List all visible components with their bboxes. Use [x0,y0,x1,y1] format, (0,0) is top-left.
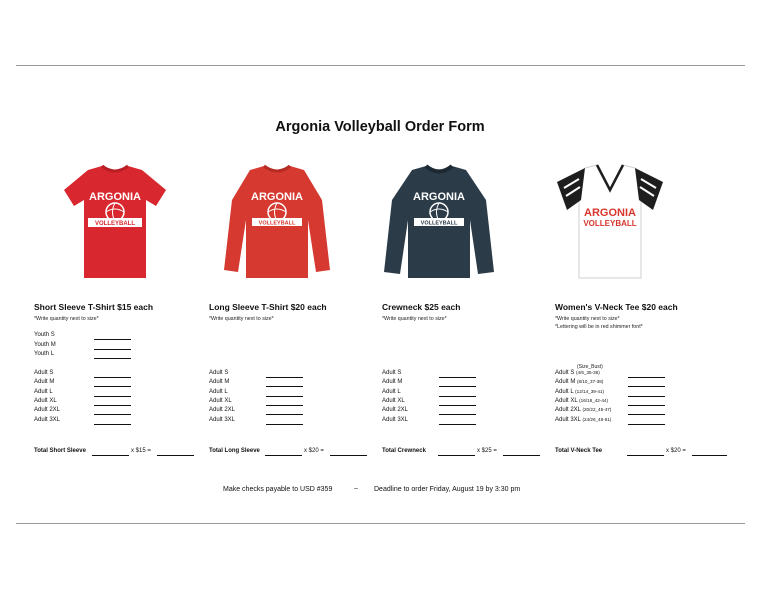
quantity-line[interactable] [439,386,476,387]
product-crewneck [382,160,552,454]
size-row-youth-m: Youth M [34,342,174,351]
size-row-adult-xl: Adult XL [34,398,174,407]
shirt-sub-text: VOLLEYBALL [583,219,637,228]
total-row [382,448,497,454]
size-row-adult-xl: Adult XL [209,398,349,407]
size-row-adult-3xl: Adult 3XL [382,417,522,426]
shirt-brand-text: ARGONIA [584,207,636,219]
product-note-lettering: *Lettering will be in red shimmer font* [555,324,643,330]
size-row-adult-3xl: Adult 3XL [34,417,174,426]
product-note: *Write quantity next to size* [209,316,274,322]
size-row-adult-m: Adult M (8/10_37-38) [555,379,695,388]
quantity-line[interactable] [94,377,131,378]
total-row [34,448,151,454]
quantity-line[interactable] [439,424,476,425]
size-bust-header: (Size_Bust) [577,364,603,370]
product-short-sleeve [34,160,204,454]
size-row-adult-2xl: Adult 2XL [382,407,522,416]
quantity-line[interactable] [628,396,665,397]
quantity-line[interactable] [628,405,665,406]
total-label: Total V-Neck Tee [555,448,603,454]
quantity-line[interactable] [439,377,476,378]
size-row-adult-l: Adult L (12/14_39-41) [555,389,695,398]
quantity-line[interactable] [628,377,665,378]
quantity-line[interactable] [94,339,131,340]
size-row-adult-2xl: Adult 2XL (20/22_45-47) [555,407,695,416]
quantity-line[interactable] [628,386,665,387]
quantity-line[interactable] [628,414,665,415]
quantity-line[interactable] [94,405,131,406]
quantity-line[interactable] [266,424,303,425]
quantity-line[interactable] [94,349,131,350]
total-amount-line[interactable] [330,455,367,456]
page-title: Argonia Volleyball Order Form [275,119,485,135]
quantity-line[interactable] [94,424,131,425]
quantity-line[interactable] [439,405,476,406]
top-rule [16,65,745,66]
price-multiplier: x $15 = [131,448,151,454]
quantity-line[interactable] [628,424,665,425]
size-row-adult-s: Adult S (4/6_35-36) [555,370,695,379]
product-title: Women's V-Neck Tee $20 each [555,302,678,312]
shirt-sub-text: VOLLEYBALL [258,220,296,227]
shirt-sub-text: VOLLEYBALL [95,221,135,227]
price-multiplier: x $25 = [477,448,497,454]
product-vneck [555,160,725,454]
size-row-adult-xl: Adult XL (16/18_42-44) [555,398,695,407]
quantity-line[interactable] [439,396,476,397]
price-multiplier: x $20 = [304,448,324,454]
size-row-adult-m: Adult M [382,379,522,388]
total-quantity-line[interactable] [627,455,664,456]
total-amount-line[interactable] [692,455,727,456]
total-label: Total Long Sleeve [209,448,260,454]
total-quantity-line[interactable] [265,455,302,456]
total-amount-line[interactable] [503,455,540,456]
shirt-brand-text: ARGONIA [413,191,465,203]
product-title: Long Sleeve T-Shirt $20 each [209,302,327,312]
shirt-brand-text: ARGONIA [251,191,303,203]
product-note: *Write quantity next to size* [34,316,99,322]
product-title: Short Sleeve T-Shirt $15 each [34,302,154,312]
total-label: Total Crewneck [382,448,426,454]
quantity-line[interactable] [94,358,131,359]
size-row-adult-l: Adult L [34,389,174,398]
price-multiplier: x $20 = [666,448,686,454]
vneck-tee-image [545,160,675,285]
total-quantity-line[interactable] [92,455,129,456]
quantity-line[interactable] [266,386,303,387]
size-row-adult-s: Adult S [34,370,174,379]
total-row [555,448,686,454]
size-row-adult-m: Adult M [34,379,174,388]
long-sleeve-shirt-image [212,160,342,285]
size-row-adult-s: Adult S [382,370,522,379]
size-row-youth-l: Youth L [34,351,174,360]
size-row-adult-s: Adult S [209,370,349,379]
size-row-adult-l: Adult L [382,389,522,398]
quantity-line[interactable] [439,414,476,415]
size-row-adult-3xl: Adult 3XL (24/26_48-51) [555,417,695,426]
product-title: Crewneck $25 each [382,302,461,312]
quantity-line[interactable] [94,396,131,397]
quantity-line[interactable] [266,405,303,406]
shirt-brand-text: ARGONIA [89,191,141,203]
total-row [209,448,324,454]
footer-checks-note: Make checks payable to USD #359 [223,486,333,493]
quantity-line[interactable] [266,396,303,397]
total-label: Total Short Sleeve [34,448,86,454]
crewneck-sweatshirt-image [374,160,504,285]
size-row-adult-3xl: Adult 3XL [209,417,349,426]
size-row-youth-s: Youth S [34,332,174,341]
product-note: *Write quantity next to size* [555,316,620,322]
footer-deadline-note: Deadline to order Friday, August 19 by 3:30 pm [374,486,521,493]
total-amount-line[interactable] [157,455,194,456]
quantity-line[interactable] [94,386,131,387]
size-row-adult-m: Adult M [209,379,349,388]
total-quantity-line[interactable] [438,455,475,456]
bottom-rule [16,523,745,524]
size-row-adult-2xl: Adult 2XL [34,407,174,416]
product-note: *Write quantity next to size* [382,316,447,322]
size-row-adult-l: Adult L [209,389,349,398]
size-row-adult-2xl: Adult 2XL [209,407,349,416]
short-sleeve-shirt-image [50,160,180,285]
quantity-line[interactable] [266,377,303,378]
quantity-line[interactable] [94,414,131,415]
product-long-sleeve [209,160,379,454]
quantity-line[interactable] [266,414,303,415]
footer-separator: ~ [354,486,359,493]
shirt-sub-text: VOLLEYBALL [420,220,458,227]
size-row-adult-xl: Adult XL [382,398,522,407]
